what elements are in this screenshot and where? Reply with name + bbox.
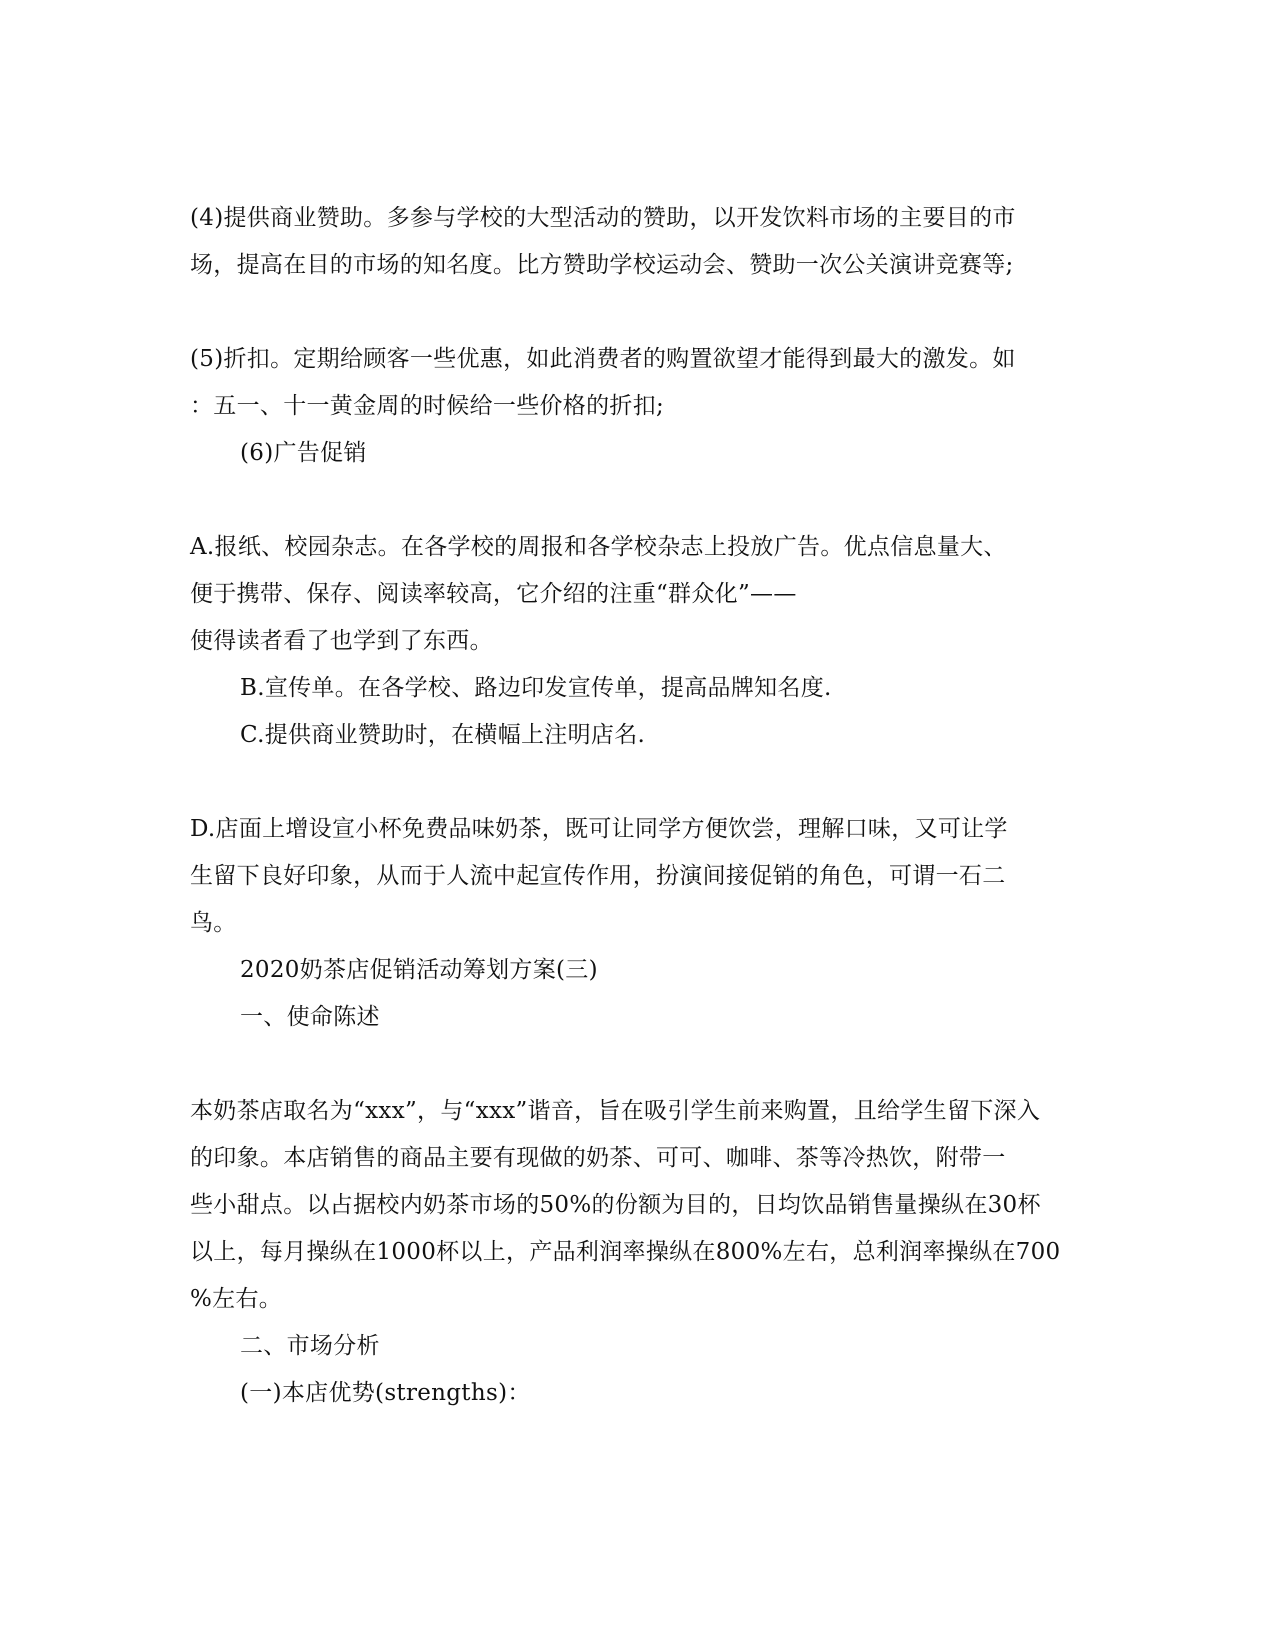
text-line: B.宣传单。在各学校、路边印发宣传单，提高品牌知名度. — [240, 675, 832, 701]
text-line: (6)广告促销 — [240, 440, 367, 466]
text-line: 便于携带、保存、阅读率较高，它介绍的注重“群众化”—— — [190, 581, 797, 607]
text-line: 使得读者看了也学到了东西。 — [190, 628, 493, 654]
text-line: A.报纸、校园杂志。在各学校的周报和各学校杂志上投放广告。优点信息量大、 — [190, 534, 1007, 560]
text-line: C.提供商业赞助时，在横幅上注明店名. — [240, 722, 646, 748]
text-line: ：五一、十一黄金周的时候给一些价格的折扣; — [190, 393, 665, 419]
text-line: (5)折扣。定期给顾客一些优惠，如此消费者的购置欲望才能得到最大的激发。如 — [190, 346, 1016, 372]
text-line: 鸟。 — [190, 910, 237, 936]
section-heading: 二、市场分析 — [240, 1333, 380, 1359]
text-line: 本奶茶店取名为“xxx”，与“xxx”谐音，旨在吸引学生前来购置，且给学生留下深入 — [190, 1098, 1041, 1124]
text-line: 的印象。本店销售的商品主要有现做的奶茶、可可、咖啡、茶等冷热饮，附带一 — [190, 1145, 1006, 1171]
text-line: 生留下良好印象，从而于人流中起宣传作用，扮演间接促销的角色，可谓一石二 — [190, 863, 1006, 889]
text-line: 场，提高在目的市场的知名度。比方赞助学校运动会、赞助一次公关演讲竞赛等; — [190, 252, 1014, 278]
text-line: 些小甜点。以占据校内奶茶市场的50%的份额为目的，日均饮品销售量操纵在30杯 — [190, 1192, 1041, 1218]
text-line: 以上，每月操纵在1000杯以上，产品利润率操纵在800%左右，总利润率操纵在700 — [190, 1239, 1061, 1265]
text-line: (4)提供商业赞助。多参与学校的大型活动的赞助，以开发饮料市场的主要目的市 — [190, 205, 1016, 231]
section-heading: (一)本店优势(strengths)： — [240, 1380, 531, 1406]
text-line: %左右。 — [190, 1286, 283, 1312]
section-heading: 一、使命陈述 — [240, 1004, 380, 1030]
text-line: D.店面上增设宣小杯免费品味奶茶，既可让同学方便饮尝，理解口味，又可让学 — [190, 816, 1008, 842]
section-heading: 2020奶茶店促销活动筹划方案(三) — [240, 957, 598, 983]
